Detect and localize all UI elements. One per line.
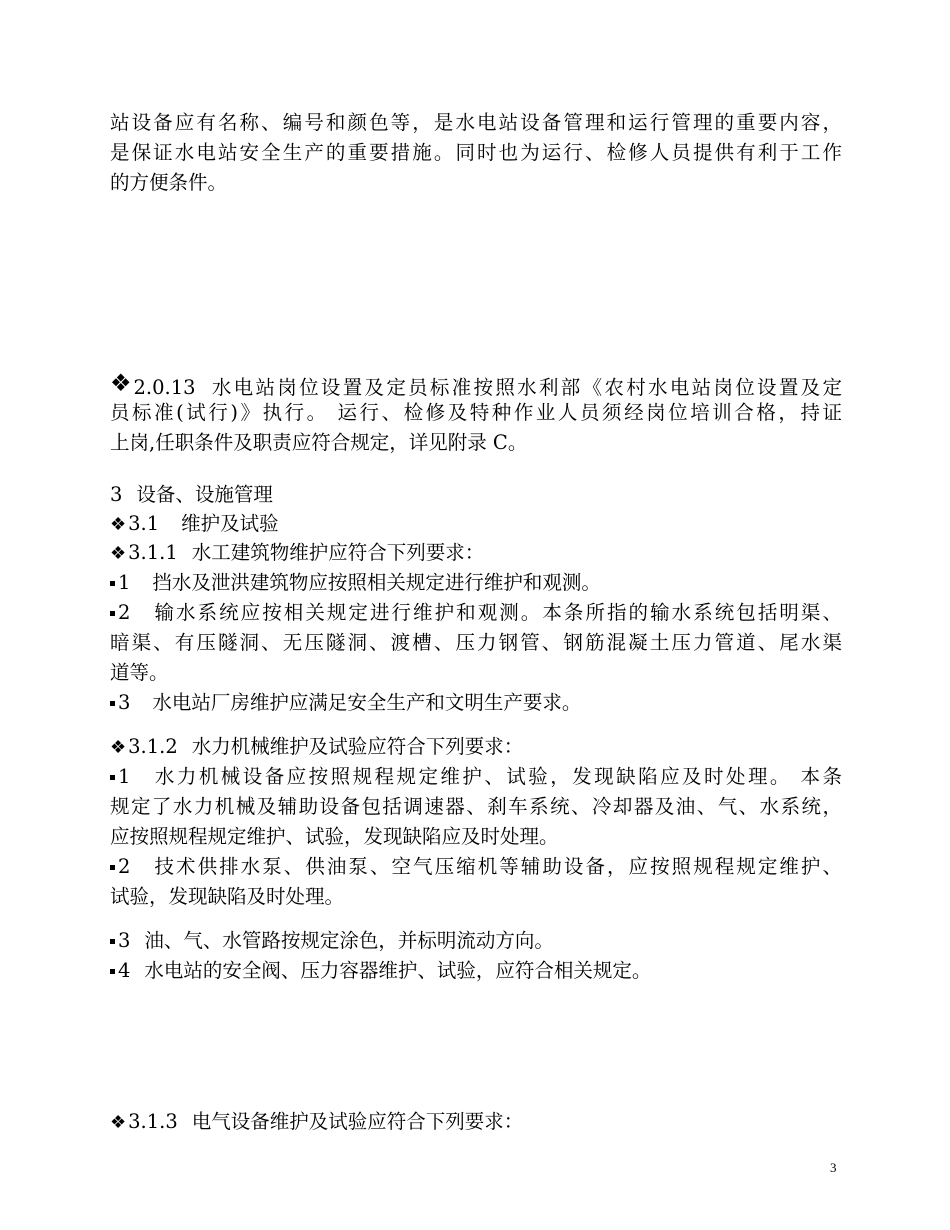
section-3-heading [110,480,842,510]
diamond-bullet-icon: ❖ [110,1112,127,1133]
section-number: 3 [110,483,123,506]
list-item [110,762,842,792]
item-number: 2 [118,601,131,624]
section-number: 3.1.3 [128,1110,178,1133]
diamond-bullet-icon: ❖ [110,737,127,758]
item-number: 4 [118,959,131,982]
section-3-1-heading [110,509,842,539]
text-line [110,368,842,398]
section-3-1-2-continued [110,926,842,986]
section-number: 3.1 [128,512,160,535]
text-line [110,1107,842,1137]
item-number: 2 [118,855,131,878]
section-number: 2.0.13 [133,376,196,398]
item-number: 1 [118,765,131,788]
diamond-bullet-icon: ❖ [110,369,132,397]
diamond-bullet-icon: ❖ [110,514,127,535]
square-bullet-icon [110,775,115,780]
text-line: 的方便条件。 [110,171,228,194]
list-item [110,956,842,986]
item-text: 水电站的安全阀、压力容器维护、试验，应符合相关规定。 [144,959,652,982]
section-title: 设备、设施管理 [136,483,273,506]
section-number: 3.1.2 [128,735,178,758]
section-3-1-2 [110,732,842,912]
square-bullet-icon [110,969,115,974]
item-text: 技术供排水泵、供油泵、空气压缩机等辅助设备，应按照规程规定维护、 [152,855,842,878]
text-line: 应按照规程规定维护、试验，发现缺陷应及时处理。 [110,825,559,848]
text-line [110,480,842,510]
section-3-1-1 [110,538,842,718]
text-line: 暗渠、有压隧洞、无压隧洞、渡槽、压力钢管、钢筋混凝土压力管道、尾水渠 [110,631,842,654]
text-line: 试验，发现缺陷及时处理。 [110,885,345,908]
list-item [110,598,842,628]
list-item [110,926,842,956]
item-number: 3 [118,691,131,714]
square-bullet-icon [110,701,115,706]
list-item [110,688,842,718]
section-title: 水力机械维护及试验应符合下列要求： [191,735,524,758]
item-number: 1 [118,571,131,594]
section-number: 3.1.1 [128,541,178,564]
section-title: 水工建筑物维护应符合下列要求： [191,541,485,564]
section-title: 电气设备维护及试验应符合下列要求： [191,1110,524,1133]
page-number: 3 [830,1160,837,1175]
section-title: 维护及试验 [181,512,279,535]
square-bullet-icon [110,611,115,616]
text-line: 上岗,任职条件及职责应符合规定，详见附录 C。 [110,431,528,454]
text-line [110,509,842,539]
text-line [110,538,842,568]
item-text: 水电站厂房维护应满足安全生产和文明生产要求。 [152,691,582,714]
text-line: 规定了水力机械及辅助设备包括调速器、刹车系统、冷却器及油、气、水系统， [110,795,842,818]
section-2-0-13 [110,368,842,458]
item-text: 油、气、水管路按规定涂色，并标明流动方向。 [144,929,554,952]
item-number: 3 [118,929,131,952]
section-3-1-3 [110,1107,842,1137]
item-text: 输水系统应按相关规定进行维护和观测。本条所指的输水系统包括明渠、 [152,601,842,624]
list-item [110,852,842,882]
text-line: 员标准(试行)》执行。 运行、检修及特种作业人员须经岗位培训合格，持证 [110,401,842,424]
text-line: 站设备应有名称、编号和颜色等，是水电站设备管理和运行管理的重要内容， [110,111,842,134]
square-bullet-icon [110,581,115,586]
item-text: 挡水及泄洪建筑物应按照相关规定进行维护和观测。 [152,571,601,594]
item-text: 水力机械设备应按照规程规定维护、试验，发现缺陷应及时处理。 本条 [152,765,842,788]
square-bullet-icon [110,939,115,944]
square-bullet-icon [110,865,115,870]
list-item [110,568,842,598]
intro-paragraph [110,108,842,198]
diamond-bullet-icon: ❖ [110,543,127,564]
text-line: 道等。 [110,661,169,684]
text-line: 是保证水电站安全生产的重要措施。同时也为运行、检修人员提供有利于工作 [110,141,842,164]
text-line [110,732,842,762]
text-segment: 水电站岗位设置及定员标准按照水利部《农村水电站岗位设置及定 [209,376,842,398]
